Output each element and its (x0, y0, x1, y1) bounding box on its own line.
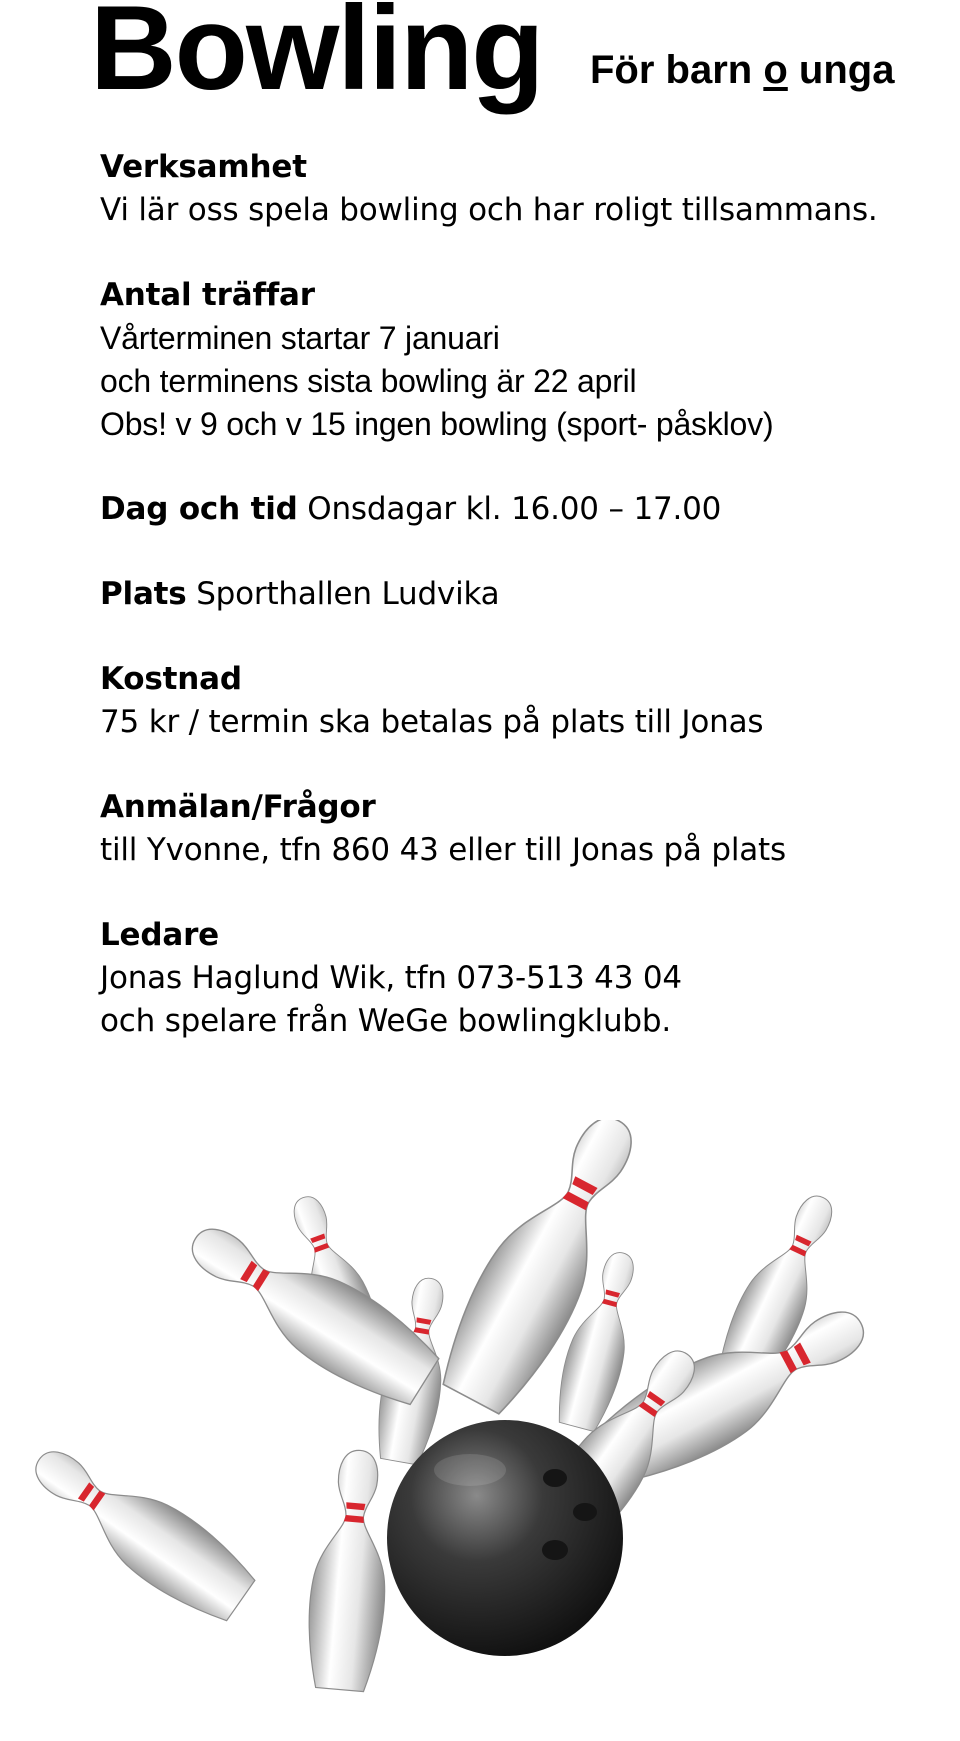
plats-text: Sporthallen Ludvika (196, 576, 500, 612)
bowling-illustration (0, 1120, 960, 1741)
dag-text: Onsdagar kl. 16.00 – 17.00 (307, 491, 722, 527)
verksamhet-label: Verksamhet (100, 149, 307, 185)
title-row (90, 0, 950, 120)
plats-row (100, 573, 950, 616)
dag-row (100, 488, 950, 531)
info-content (100, 146, 950, 1043)
page-subtitle (590, 50, 894, 90)
kostnad-label: Kostnad (100, 661, 242, 697)
subtitle-part-2: unga (787, 48, 895, 92)
pin-far-left (17, 1428, 262, 1631)
bowling-ball (387, 1420, 623, 1656)
anmalan-text: till Yvonne, tfn 860 43 eller till Jonas på plats (100, 832, 786, 868)
subtitle-part-1: För barn (590, 48, 764, 92)
dag-label: Dag och tid (100, 491, 298, 527)
ledare-line-1: Jonas Haglund Wik, tfn 073-513 43 04 (100, 960, 682, 996)
plats-label: Plats (100, 576, 187, 612)
subtitle-underlined-word: o (763, 48, 788, 92)
antal-label: Antal träffar (100, 277, 315, 313)
page-title: Bowling (90, 0, 543, 115)
kostnad-text: 75 kr / termin ska betalas på plats till Jonas (100, 704, 764, 740)
antal-line-1: Vårterminen startar 7 januari (100, 320, 500, 356)
verksamhet-text: Vi lär oss spela bowling och har roligt tillsammans. (100, 192, 878, 228)
pin-lower-left (303, 1447, 398, 1693)
antal-line-3: Obs! v 9 och v 15 ingen bowling (sport- påsklov) (100, 406, 774, 442)
ledare-line-2: och spelare från WeGe bowlingklubb. (100, 1003, 671, 1039)
anmalan-label: Anmälan/Frågor (100, 789, 376, 825)
ledare-label: Ledare (100, 917, 220, 953)
antal-line-2: och terminens sista bowling är 22 april (100, 363, 637, 399)
